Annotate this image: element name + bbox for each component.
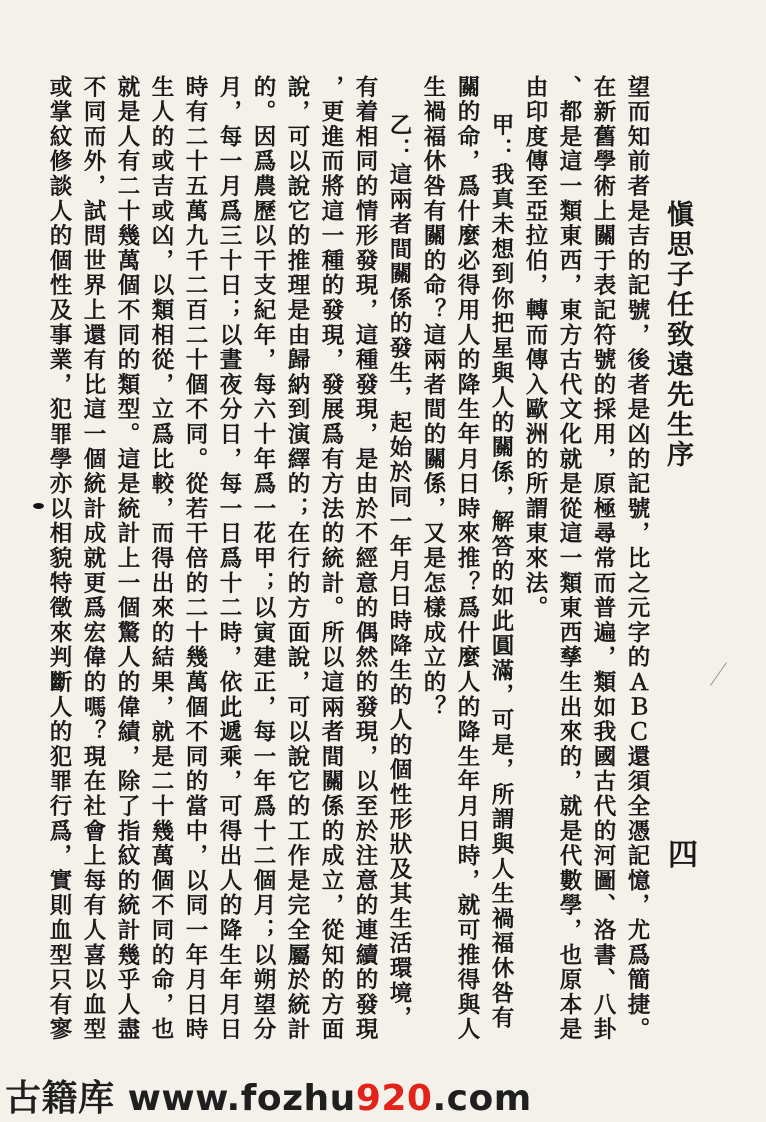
text-column-3: 、都是這一類東西，東方古代文化就是從這一類東西孳生出來的，就是代數學，也原本是: [556, 75, 582, 1043]
watermark-url-suffix: .com: [432, 1078, 532, 1119]
watermark-site-name: 古籍库: [5, 1078, 115, 1119]
watermark-url-prefix: www.fozhu: [127, 1078, 356, 1119]
text-column-1: 望而知前者是吉的記號，後者是凶的記號，比之元字的ＡＢＣ還須全憑記憶，尤爲簡捷。: [624, 75, 650, 1043]
text-column-13: 月，每一月爲三十日；以晝夜分日，每一日爲十二時，依此遞乘，可得出人的降生年月日: [216, 75, 242, 1043]
text-column-10: ，更進而將這一種的發現，發展爲有方法的統計。所以這兩者間關係的成立，從知的方面: [318, 75, 344, 1043]
margin-mark: [710, 662, 727, 686]
text-column-18: 或掌紋修談人的個性及事業，犯罪學亦以相貌特徵來判斷人的犯罪行爲，實則血型只有寥: [46, 75, 72, 1043]
text-column-11: 說，可以說它的推理是由歸納到演繹的；在行的方面說，可以說它的工作是完全屬於統計: [284, 75, 310, 1043]
text-column-12: 的。因爲農歷以干支紀年，每六十年爲一花甲；以寅建正，每一年爲十二個月；以朔望分: [250, 75, 276, 1043]
text-column-5: 甲：我真未想到你把星與人的關係，解答的如此圓滿，可是，所謂與人生禍福休咎有: [488, 113, 514, 1031]
page-title: 愼思子任致遠先生序: [662, 200, 693, 470]
text-column-14: 時有二十五萬九千二百二十個不同。從若干倍的二十幾萬個不同的當中，以同一年月日時: [182, 75, 208, 1043]
ink-blot: [33, 503, 44, 509]
text-column-2: 在新舊學術上關于表記符號的採用，原極尋常而普遍，類如我國古代的河圖、洛書、八卦: [590, 75, 616, 1043]
text-column-17: 不同而外，試問世界上還有比這一個統計成就更爲宏偉的嗎？現在社會上每有人喜以血型: [80, 75, 106, 1043]
text-column-9: 有着相同的情形發現，這種發現，是由於不經意的偶然的發現，以至於注意的連續的發現: [352, 75, 378, 1043]
text-column-8: 乙：這兩者間關係的發生，起始於同一年月日時降生的人的個性形狀及其生活環境，: [386, 113, 412, 1031]
page-number: 四: [668, 838, 698, 873]
text-column-6: 關的命，爲什麼必得用人的降生年月日時來推？爲什麼人的降生年月日時，就可推得與人: [454, 75, 480, 1043]
watermark-url-digits: 920: [355, 1078, 433, 1119]
watermark-footer: [5, 1070, 532, 1121]
text-column-16: 就是人有二十幾萬個不同的類型。這是統計上一個驚人的偉績，除了指紋的統計幾乎人盡: [114, 75, 140, 1043]
text-column-4: 由印度傳至亞拉伯，轉而傳入歐洲的所謂東來法。: [522, 75, 548, 621]
text-column-7: 生禍福休咎有關的命？這兩者間的關係，又是怎樣成立的？: [420, 75, 446, 720]
text-column-15: 生人的或吉或凶，以類相從，立爲比較，而得出來的結果，就是二十幾萬個不同的命，也: [148, 75, 174, 1043]
